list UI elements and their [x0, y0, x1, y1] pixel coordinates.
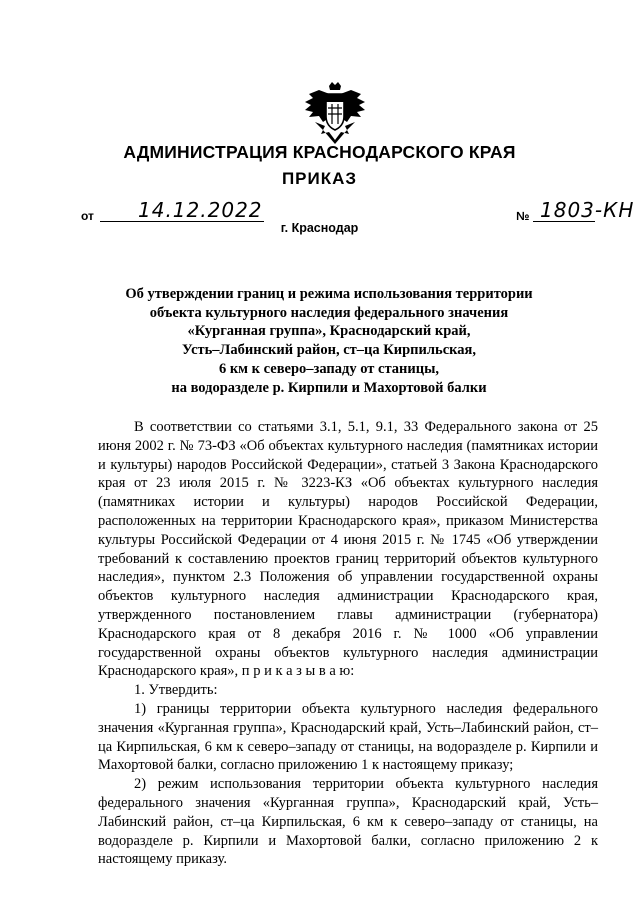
- document-number: 1803-КН: [540, 198, 635, 222]
- title-line: Об утверждении границ и режима использования территории: [125, 286, 533, 302]
- coat-of-arms-icon: [299, 82, 371, 144]
- clause-1-2: 2) режим использования территории объекта культурного наследия федерального значения «Курганная группа», Краснодарский край, Усть–Лабинский район, ст–ца Кирпильская, 6 км к северо–западу от станицы, на водоразделе р. Кирпили и Махортовой балки, согласно приложению 2 к настоящему приказу.: [98, 776, 598, 868]
- title-line: Усть–Лабинский район, ст–ца Кирпильская,: [182, 342, 476, 359]
- document-type: ПРИКАЗ: [281, 169, 358, 188]
- number-label: №: [516, 209, 530, 223]
- title-line: «Курганная группа», Краснодарский край,: [187, 323, 471, 340]
- date-label: от: [81, 209, 94, 223]
- document-body: [98, 418, 598, 869]
- document-title: [104, 285, 554, 397]
- clause-1-1: 1) границы территории объекта культурного наследия федерального значения «Курганная группа», Краснодарский край, Усть–Лабинский район, ст–ца Кирпильская, 6 км к северо–западу от станицы, на водоразделе р. Кирпили и Махортовой балки, согласно приложению 1 к настоящему приказу;: [98, 700, 598, 774]
- organization-name: АДМИНИСТРАЦИЯ КРАСНОДАРСКОГО КРАЯ: [123, 142, 516, 162]
- date-value: 14.12.2022: [138, 198, 263, 222]
- title-line: 6 км к северо–западу от станицы,: [218, 360, 440, 377]
- title-line: объекта культурного наследия федерального значения: [149, 304, 509, 321]
- title-line: на водоразделе р. Кирпили и Махортовой балки: [171, 379, 487, 396]
- preamble-paragraph: В соответствии со статьями 3.1, 5.1, 9.1, 33 Федерального закона от 25 июня 2002 г. № 73-ФЗ «Об объектах культурного наследия (памятниках истории и культуры) народов Российской Федерации», статьей 3 Закона Краснодарского края от 23 июля 2015 г. № 3223-КЗ «Об объектах культурного наследия (памятниках истории и культуры) народов Российской Федерации, расположенных на территории Краснодарского края», приказом Министерства культуры Российской Федерации от 4 июня 2015 г. № 1745 «Об утверждении требований к составлению проектов границ территорий объектов культурного наследия», пунктом 2.3 Положения об управлении государственной охраны объектов культурного наследия администрации Краснодарского края, утвержденного постановлением главы администрации (губернатора) Краснодарского края от 8 декабря 2016 г. № 1000 «Об управлении государственной охраны объектов культурного наследия администрации Краснодарского края», п р и к а з ы в а ю:: [98, 419, 598, 680]
- clause-1: 1. Утвердить:: [134, 682, 218, 699]
- document-place: г. Краснодар: [280, 221, 359, 235]
